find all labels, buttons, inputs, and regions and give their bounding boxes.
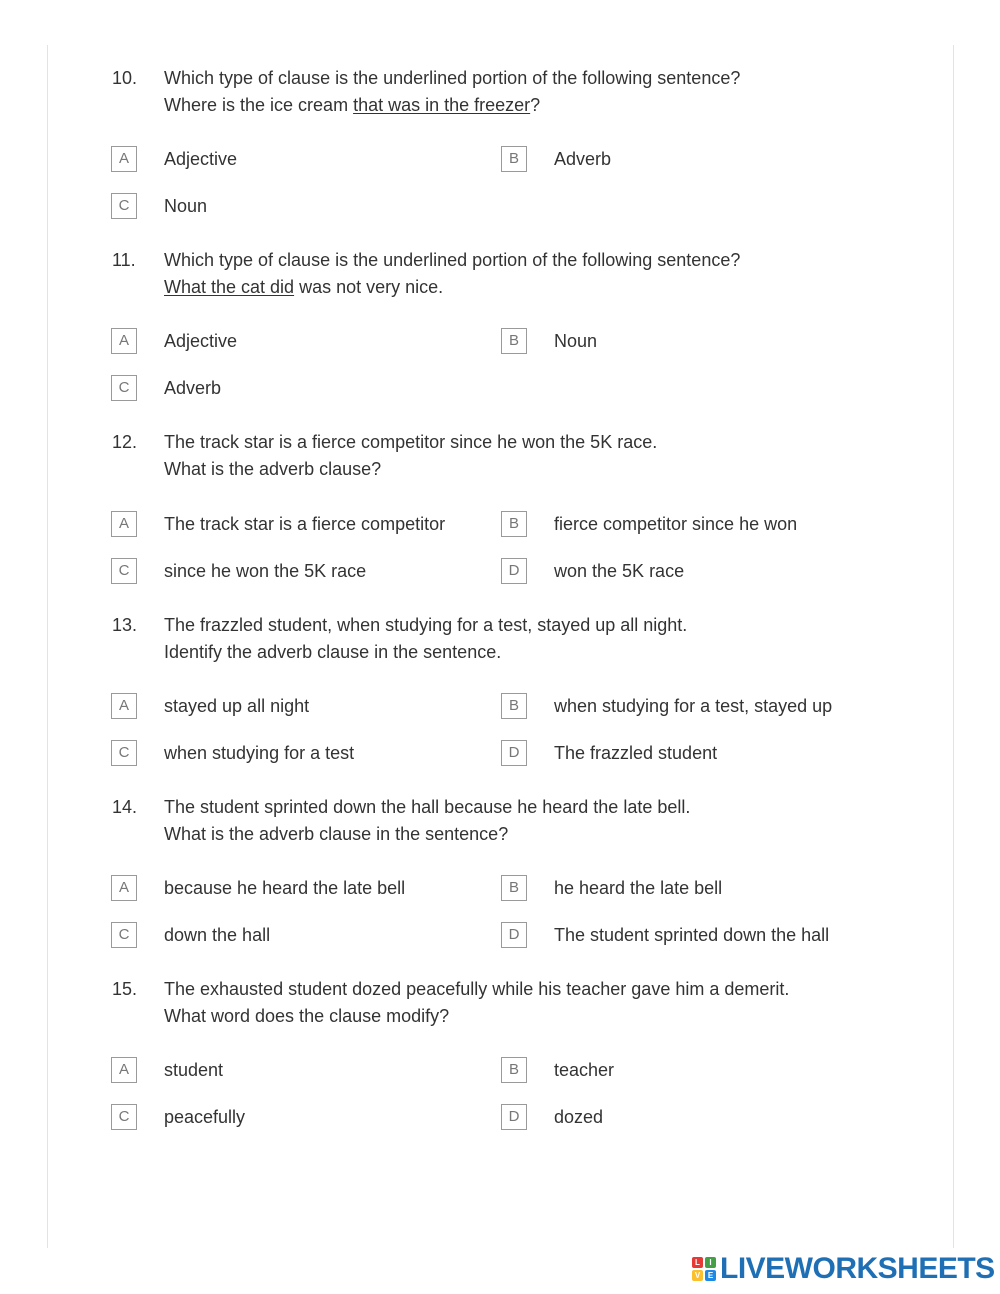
option-text: dozed xyxy=(554,1107,604,1127)
option-letter-box[interactable]: A xyxy=(111,693,137,719)
underlined-clause: that was in the freezer xyxy=(353,95,531,115)
question-number: 15. xyxy=(112,979,138,999)
question-line-2: What word does the clause modify? xyxy=(164,1006,450,1026)
option-letter-box[interactable]: B xyxy=(501,146,527,172)
option-text: since he won the 5K race xyxy=(164,561,367,581)
question-number: 14. xyxy=(112,797,138,817)
option-text: The frazzled student xyxy=(554,743,718,763)
option-text: Noun xyxy=(164,196,208,216)
option-text: Adverb xyxy=(554,149,612,169)
option-letter-box[interactable]: B xyxy=(501,511,527,537)
question-line-1: The exhausted student dozed peacefully while his teacher gave him a demerit. xyxy=(164,979,790,999)
logo-text: LIVEWORKSHEETS xyxy=(720,1252,995,1285)
sentence-part: Where is the ice cream xyxy=(164,95,354,115)
option-text: when studying for a test, stayed up xyxy=(554,696,833,716)
question-line-1: Which type of clause is the underlined portion of the following sentence? xyxy=(164,250,741,270)
question-text xyxy=(164,65,740,119)
question-text xyxy=(164,612,687,666)
question-line-1: The student sprinted down the hall because he heard the late bell. xyxy=(164,797,691,817)
option-letter-box[interactable]: D xyxy=(501,740,527,766)
option-letter-box[interactable]: A xyxy=(111,328,137,354)
question-line-2 xyxy=(164,92,740,119)
option-text: won the 5K race xyxy=(554,561,685,581)
option-text: he heard the late bell xyxy=(554,878,723,898)
option-letter-box[interactable]: B xyxy=(501,1057,527,1083)
question-text xyxy=(164,794,690,848)
question-line-2 xyxy=(164,274,740,301)
option-letter-box[interactable]: A xyxy=(111,875,137,901)
question-line-1: Which type of clause is the underlined portion of the following sentence? xyxy=(164,68,741,88)
option-letter-box[interactable]: D xyxy=(501,558,527,584)
option-letter-box[interactable]: D xyxy=(501,922,527,948)
option-letter-box[interactable]: C xyxy=(111,740,137,766)
question-number: 10. xyxy=(112,68,138,88)
logo-tile: L xyxy=(692,1257,703,1268)
question-text xyxy=(164,247,740,301)
option-text: stayed up all night xyxy=(164,696,310,716)
option-letter-box[interactable]: B xyxy=(501,328,527,354)
option-text: Adjective xyxy=(164,149,238,169)
option-text: peacefully xyxy=(164,1107,246,1127)
option-letter-box[interactable]: D xyxy=(501,1104,527,1130)
question-number: 13. xyxy=(112,615,138,635)
sentence-part: was not very nice. xyxy=(294,277,444,297)
option-letter-box[interactable]: A xyxy=(111,1057,137,1083)
option-text: fierce competitor since he won xyxy=(554,514,798,534)
question-number: 11. xyxy=(112,250,136,270)
option-letter-box[interactable]: B xyxy=(501,875,527,901)
question-line-1: The track star is a fierce competitor since he won the 5K race. xyxy=(164,432,658,452)
option-letter-box[interactable]: C xyxy=(111,558,137,584)
option-text: when studying for a test xyxy=(164,743,355,763)
logo-tile: E xyxy=(705,1270,716,1281)
liveworksheets-logo xyxy=(692,1254,995,1284)
option-text: teacher xyxy=(554,1060,615,1080)
option-text: down the hall xyxy=(164,925,271,945)
logo-tile: V xyxy=(692,1270,703,1281)
option-letter-box[interactable]: A xyxy=(111,146,137,172)
question-line-2: What is the adverb clause in the sentence? xyxy=(164,824,509,844)
question-line-2: What is the adverb clause? xyxy=(164,459,382,479)
option-text: Adjective xyxy=(164,331,238,351)
option-text: Adverb xyxy=(164,378,222,398)
option-letter-box[interactable]: C xyxy=(111,1104,137,1130)
page-border-right xyxy=(953,45,954,1248)
option-letter-box[interactable]: C xyxy=(111,375,137,401)
page-border-left xyxy=(47,45,48,1248)
option-letter-box[interactable]: C xyxy=(111,193,137,219)
question-line-1: The frazzled student, when studying for a test, stayed up all night. xyxy=(164,615,688,635)
underlined-clause: What the cat did xyxy=(164,277,295,297)
logo-tiles-icon xyxy=(692,1257,716,1281)
option-text: The track star is a fierce competitor xyxy=(164,514,446,534)
option-text: student xyxy=(164,1060,224,1080)
option-letter-box[interactable]: B xyxy=(501,693,527,719)
question-number: 12. xyxy=(112,432,138,452)
option-text: because he heard the late bell xyxy=(164,878,406,898)
question-text xyxy=(164,976,789,1030)
question-text xyxy=(164,429,657,483)
option-text: The student sprinted down the hall xyxy=(554,925,830,945)
option-letter-box[interactable]: C xyxy=(111,922,137,948)
question-line-2: Identify the adverb clause in the sentence. xyxy=(164,642,502,662)
option-letter-box[interactable]: A xyxy=(111,511,137,537)
option-text: Noun xyxy=(554,331,598,351)
sentence-part: ? xyxy=(530,95,541,115)
logo-tile: I xyxy=(705,1257,716,1268)
